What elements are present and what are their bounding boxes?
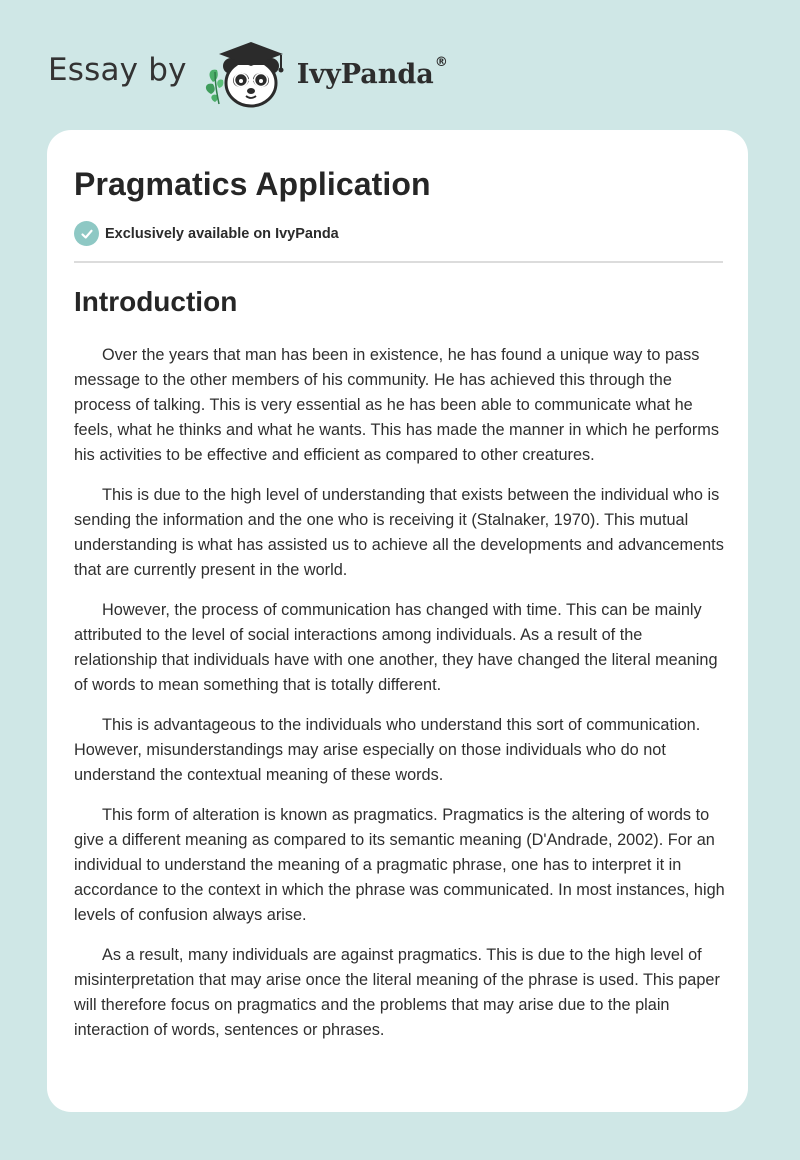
brand-name: IvyPanda® — [296, 54, 448, 90]
paragraph: As a result, many individuals are against pragmatics. This is due to the high level of misinterpretation that may arise once the literal meaning of the phrase is used. This paper will therefore focus on pragmatics and the problems that may arise due to the plain interaction of words, sentences or phrases. — [74, 946, 720, 1039]
paragraph: This is advantageous to the individuals who understand this sort of communication. However, misunderstandings may arise especially on those individuals who do not understand the contextual meaning of these words. — [74, 716, 701, 784]
paragraph: This is due to the high level of understanding that exists between the individual who is sending the information and the one who is receiving it (Stalnaker, 1970). This mutual understanding is what has assisted us to achieve all the developments and advancements that are currently present in the world. — [74, 486, 724, 579]
badge-text: Exclusively available on IvyPanda — [105, 225, 339, 242]
paragraph: This form of alteration is known as pragmatics. Pragmatics is the altering of words to give a different meaning as compared to its semantic meaning (D'Andrade, 2002). For an individual to understand the meaning of a pragmatic phrase, one has to interpret it in accordance to the context in which the phrase was communicated. In most instances, high levels of confusion always arise. — [74, 806, 725, 924]
checkmark-circle-icon — [74, 221, 99, 246]
site-brand[interactable] — [48, 36, 448, 110]
panda-graduate-logo-icon — [203, 36, 295, 110]
section-heading: Introduction — [74, 286, 238, 317]
paragraph: Over the years that man has been in existence, he has found a unique way to pass message to the other members of his community. He has achieved this through the process of talking. This is very essential as he has been able to communicate what he feels, what he thinks and what he wants. This has made the manner in which he performs his activities to be effective and efficient as compared to other creatures. — [74, 346, 719, 464]
paragraph: However, the process of communication has changed with time. This can be mainly attributed to the level of social interactions among individuals. As a result of the relationship that individuals have with one another, they have changed the literal meaning of words to mean something that is totally different. — [74, 601, 718, 694]
divider — [74, 261, 723, 263]
essay-card — [47, 130, 748, 1112]
page-title: Pragmatics Application — [74, 166, 431, 202]
essay-body — [74, 343, 725, 1058]
registered-mark: ® — [434, 54, 448, 70]
exclusive-badge — [74, 221, 339, 246]
brand-prefix: Essay by — [48, 52, 187, 88]
